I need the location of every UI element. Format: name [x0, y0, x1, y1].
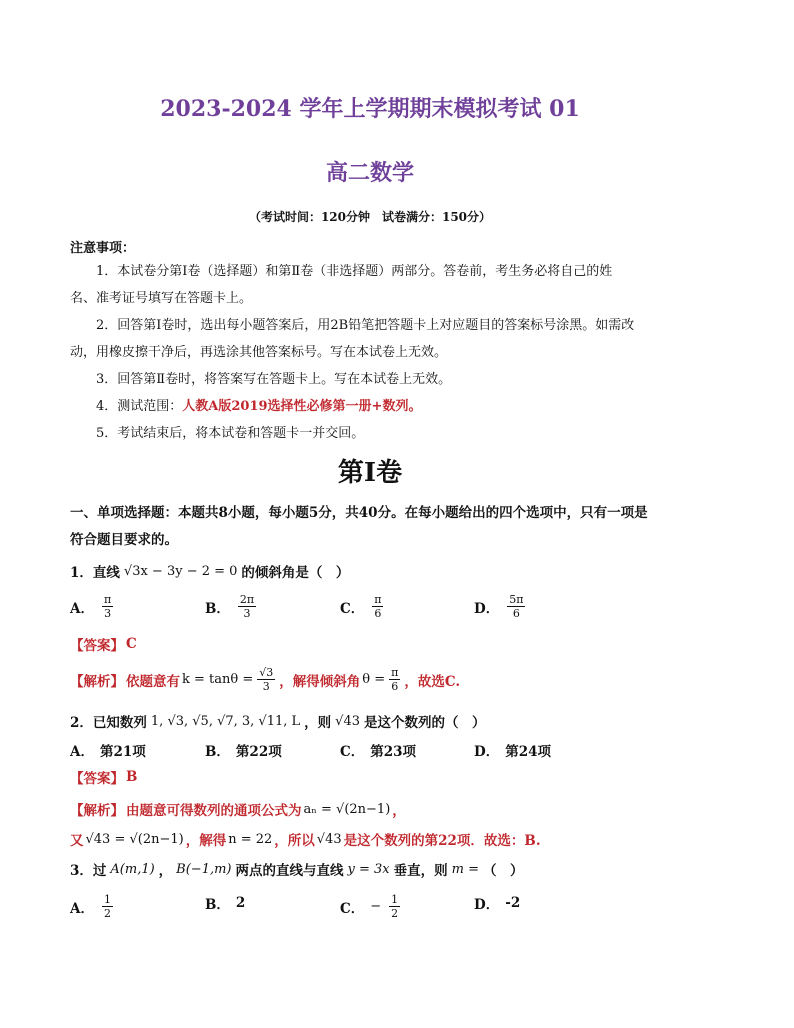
option-a[interactable] [70, 593, 115, 620]
option-label: A． [70, 744, 94, 760]
option-label: D． [474, 744, 500, 760]
analysis-formula: n = 22 [228, 831, 273, 847]
option-fraction: $\frac{1}{2}$ [391, 893, 399, 920]
answer-value: C [126, 636, 137, 652]
option-label: D． [474, 600, 500, 617]
section-heading-line: 符合题目要求的。 [70, 532, 178, 548]
analysis-formula: √43 [316, 831, 342, 847]
line-equation: y = 3x [347, 861, 390, 877]
analysis-text: ，故选C. [404, 673, 461, 690]
option-text: 第22项 [235, 744, 282, 760]
answer-label: 【答案】 [70, 638, 124, 654]
question-2-analysis [70, 799, 406, 819]
analysis-text: ， [392, 803, 406, 819]
option-d[interactable] [474, 893, 520, 913]
analysis-text: ，解得 [185, 833, 227, 849]
option-c[interactable] [340, 593, 385, 620]
question-2-sequence: 1, √3, √5, √7, 3, √11, L [150, 713, 301, 729]
notice-scope-label: 4．测试范围： [96, 399, 183, 414]
question-3-stem [70, 859, 523, 879]
page-title: 2023-2024 学年上学期期末模拟考试 01 [160, 96, 580, 122]
question-1-stem [70, 561, 349, 581]
section-heading [70, 500, 690, 554]
option-d[interactable] [474, 740, 551, 760]
notice-list [70, 258, 680, 447]
option-text: 2 [235, 895, 246, 911]
option-text: 第21项 [99, 744, 146, 760]
analysis-text: 由题意可得数列的通项公式为 [126, 803, 302, 819]
option-b[interactable] [205, 593, 258, 620]
option-label: B． [205, 744, 230, 760]
part-title: 第Ⅰ卷 [337, 458, 403, 488]
option-fraction: $\frac{5\pi}{6}$ [509, 593, 524, 620]
unknown-m: m = [451, 861, 479, 877]
option-label: A． [70, 900, 94, 917]
question-1-prefix: 1．直线 [70, 565, 120, 581]
option-fraction: $\frac{\pi}{3}$ [103, 593, 112, 620]
option-b[interactable] [205, 740, 282, 760]
analysis-text: ，所以 [274, 833, 315, 849]
analysis-text: 又 [70, 833, 84, 849]
exam-info: （考试时间：120分钟 试卷满分：150分） [248, 210, 492, 224]
question-2-prefix: 2．已知数列 [70, 715, 147, 731]
option-c[interactable] [340, 893, 402, 920]
notice-item: 动，用橡皮擦干净后，再选涂其他答案标号。写在本试卷上无效。 [70, 345, 448, 360]
notice-item: 2．回答第Ⅰ卷时，选出每小题答案后，用2B铅笔把答题卡上对应题目的答案标号涂黑。如需改 [96, 318, 635, 333]
answer-label: 【答案】 [70, 771, 124, 787]
question-3-prefix: 3．过 [70, 863, 107, 879]
question-2-suffix: 是这个数列的（ ） [364, 715, 486, 731]
option-sign: − [370, 899, 382, 914]
option-label: D． [474, 897, 500, 913]
option-fraction: $\frac{\pi}{6}$ [374, 593, 382, 620]
point-b: B(−1,m) [176, 861, 232, 877]
question-1-answer [70, 634, 137, 654]
option-fraction: $\frac{2\pi}{3}$ [239, 593, 255, 620]
analysis-text: 是这个数列的第22项．故选：B. [343, 833, 541, 849]
option-label: C． [340, 744, 365, 760]
option-b[interactable] [205, 893, 245, 913]
question-2-mid: ，则 [304, 715, 332, 731]
answer-value: B [126, 769, 138, 785]
option-text: 第24项 [505, 744, 552, 760]
option-label: B． [205, 897, 230, 913]
question-2-answer [70, 767, 137, 787]
analysis-text: ，解得倾斜角 [279, 673, 361, 690]
question-2-analysis-line-2 [70, 829, 541, 849]
question-2-stem [70, 711, 486, 731]
option-text: -2 [505, 895, 521, 911]
analysis-fraction: $\frac{\pi}{6}$ [391, 666, 399, 693]
notice-heading: 注意事项： [70, 241, 136, 256]
question-3-text: 垂直，则 [393, 863, 448, 879]
notice-item [70, 393, 680, 420]
notice-item: 3．回答第Ⅱ卷时，将答案写在答题卡上。写在本试卷上无效。 [96, 372, 452, 387]
section-heading-line: 一、单项选择题：本题共8小题，每小题5分，共40分。在每小题给出的四个选项中，只有一项是 [70, 505, 648, 521]
option-a[interactable] [70, 740, 146, 760]
question-1-equation: √3x − 3y − 2 = 0 [123, 563, 238, 579]
notice-scope-value: 人教A版2019选择性必修第一册+数列。 [182, 399, 422, 414]
option-c[interactable] [340, 740, 416, 760]
analysis-formula: k = tanθ = [182, 672, 254, 687]
option-label: C． [340, 900, 365, 917]
notice-item: 1．本试卷分第Ⅰ卷（选择题）和第Ⅱ卷（非选择题）两部分。答卷前，考生务必将自己的姓 [96, 264, 613, 279]
question-1-analysis [70, 666, 460, 693]
option-d[interactable] [474, 593, 527, 620]
option-text: 第23项 [370, 744, 417, 760]
analysis-fraction: $\frac{√3}{3}$ [259, 666, 274, 693]
question-3-suffix: （ ） [482, 863, 524, 879]
option-label: C． [340, 600, 365, 617]
question-3-text: ， [158, 863, 173, 879]
option-fraction: $\frac{1}{2}$ [103, 893, 111, 920]
analysis-label: 【解析】 [70, 673, 124, 690]
notice-item: 名、准考证号填写在答题卡上。 [70, 291, 253, 306]
question-3-text: 两点的直线与直线 [235, 863, 344, 879]
analysis-formula: aₙ = √(2n−1) [303, 801, 391, 817]
point-a: A(m,1) [110, 861, 155, 877]
question-2-term: √43 [335, 713, 360, 729]
analysis-text: 依题意有 [126, 673, 180, 690]
question-1-suffix: 的倾斜角是（ ） [241, 565, 350, 581]
analysis-formula: θ = [362, 672, 386, 687]
notice-item: 5．考试结束后，将本试卷和答题卡一并交回。 [96, 426, 365, 441]
option-label: B． [205, 600, 230, 617]
option-a[interactable] [70, 893, 115, 920]
analysis-label: 【解析】 [70, 803, 124, 819]
page-subtitle: 高二数学 [325, 160, 414, 186]
option-label: A． [70, 600, 94, 617]
analysis-formula: √43 = √(2n−1) [85, 831, 184, 847]
